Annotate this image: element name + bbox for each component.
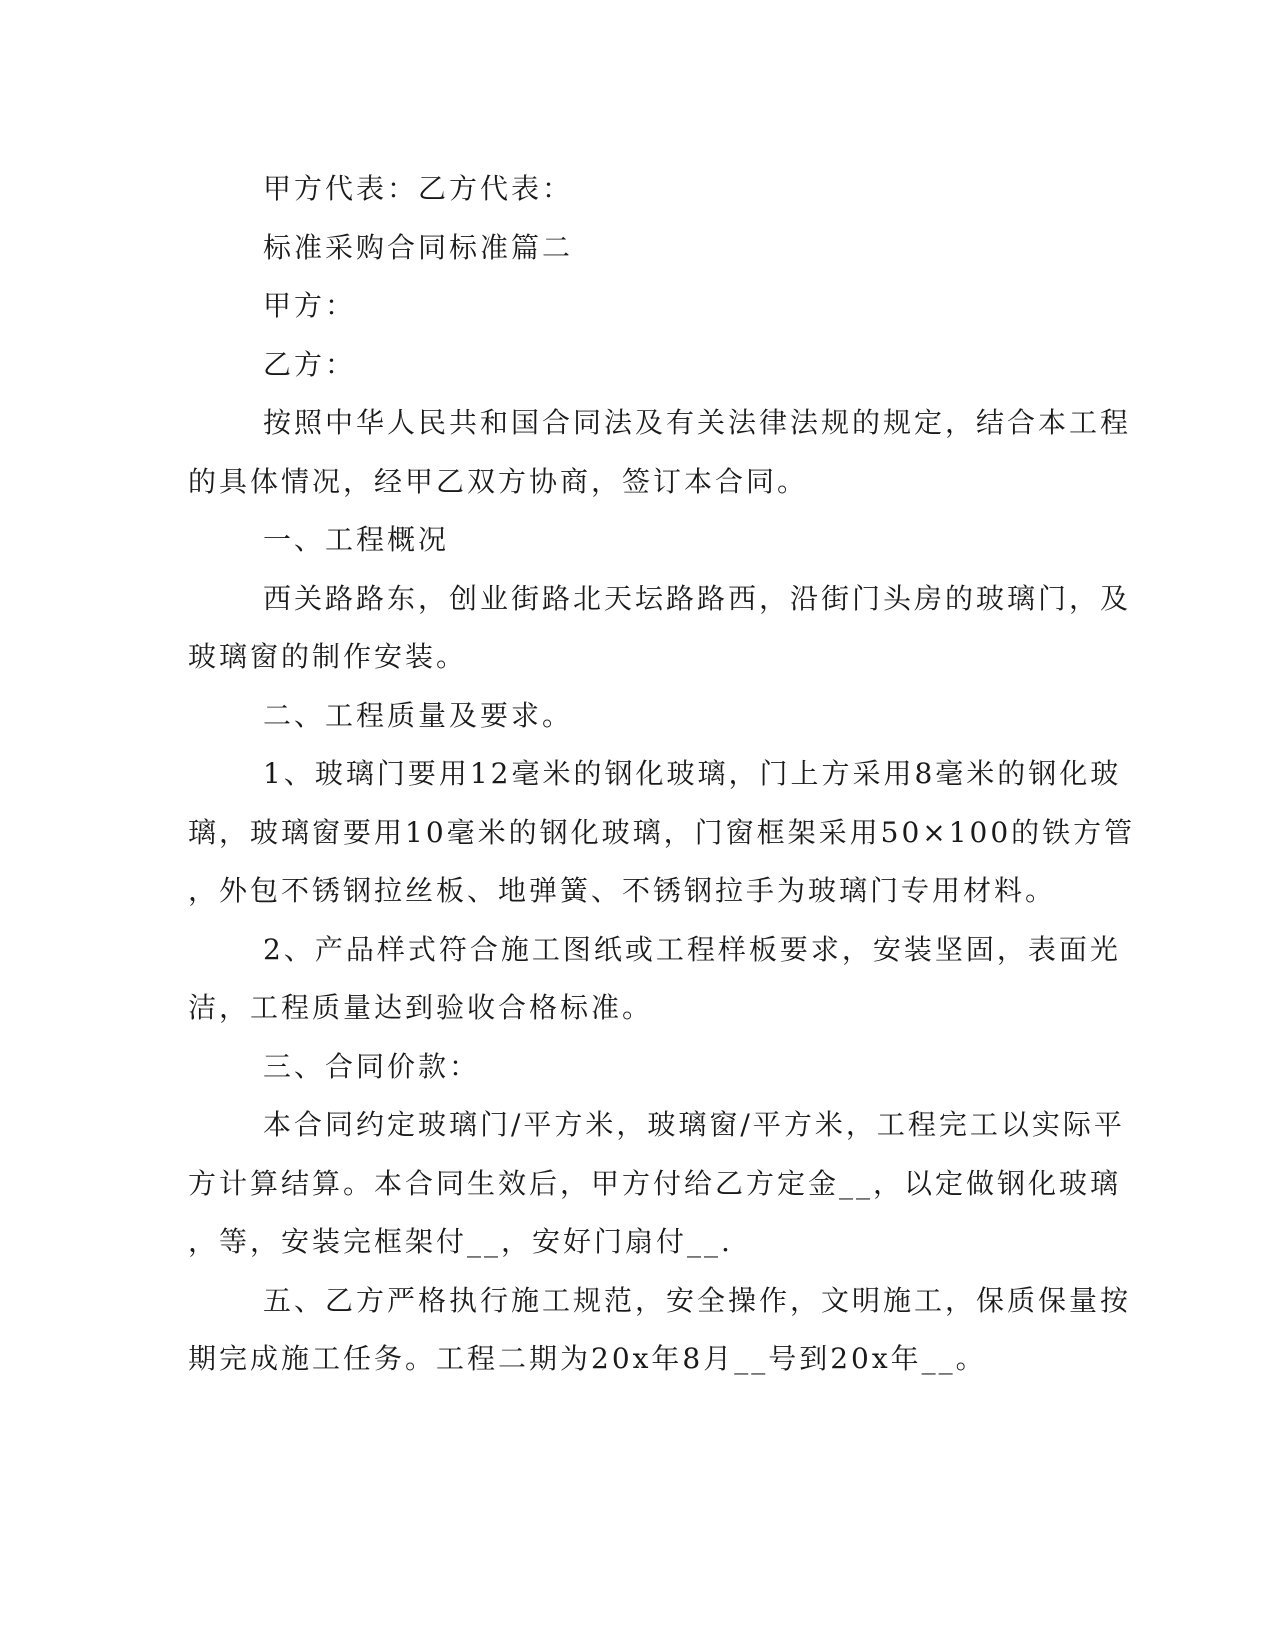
paragraph-title <box>188 219 1083 278</box>
text-line: 西关路路东，创业街路北天坛路路西，沿街门头房的玻璃门，及 <box>263 581 1132 615</box>
text-line: 方计算结算。本合同生效后，甲方付给乙方定金__，以定做钢化玻璃 <box>188 1166 1122 1200</box>
paragraph-representatives <box>188 160 1083 219</box>
paragraph-overview <box>188 570 1132 687</box>
text-line: 五、乙方严格执行施工规范，安全操作，文明施工，保质保量按 <box>263 1283 1132 1317</box>
text-line: 甲方代表：乙方代表： <box>263 172 574 205</box>
text-line: 洁，工程质量达到验收合格标准。 <box>188 991 654 1024</box>
text-line: 标准采购合同标准篇二 <box>263 230 574 264</box>
paragraph-section-overview-heading <box>188 511 1083 570</box>
paragraph-section-quality-heading <box>188 687 1083 746</box>
text-line: 的具体情况，经甲乙双方协商，签订本合同。 <box>188 464 809 498</box>
text-line: 三、合同价款： <box>263 1049 481 1083</box>
text-line: 璃，玻璃窗要用10毫米的钢化玻璃，门窗框架采用50×100的铁方管 <box>188 815 1136 849</box>
paragraph-section-five <box>188 1272 1132 1389</box>
paragraph-price <box>188 1096 1125 1272</box>
text-line: 一、工程概况 <box>263 523 450 556</box>
paragraph-section-price-heading <box>188 1038 1083 1097</box>
text-line: 乙方： <box>263 347 357 381</box>
text-line: 甲方： <box>263 289 357 322</box>
text-line: 按照中华人民共和国合同法及有关法律法规的规定，结合本工程 <box>263 406 1132 439</box>
paragraph-quality-item-1 <box>188 745 1136 921</box>
text-line: 期完成施工任务。工程二期为20x年8月__号到20x年__。 <box>188 1342 987 1375</box>
paragraph-preamble <box>188 394 1132 511</box>
text-line: ，外包不锈钢拉丝板、地弹簧、不锈钢拉手为玻璃门专用材料。 <box>188 874 1057 907</box>
paragraph-quality-item-2 <box>188 921 1121 1038</box>
text-line: 本合同约定玻璃门/平方米，玻璃窗/平方米，工程完工以实际平 <box>263 1108 1125 1141</box>
text-line: 1、玻璃门要用12毫米的钢化玻璃，门上方采用8毫米的钢化玻 <box>263 757 1122 790</box>
document-body <box>188 160 1136 1389</box>
text-line: ，等，安装完框架付__，安好门扇付__. <box>188 1225 733 1258</box>
text-line: 二、工程质量及要求。 <box>263 698 574 732</box>
text-line: 玻璃窗的制作安装。 <box>188 640 468 673</box>
paragraph-party-a <box>188 277 1083 336</box>
text-line: 2、产品样式符合施工图纸或工程样板要求，安装坚固，表面光 <box>263 932 1121 966</box>
paragraph-party-b <box>188 336 1083 395</box>
